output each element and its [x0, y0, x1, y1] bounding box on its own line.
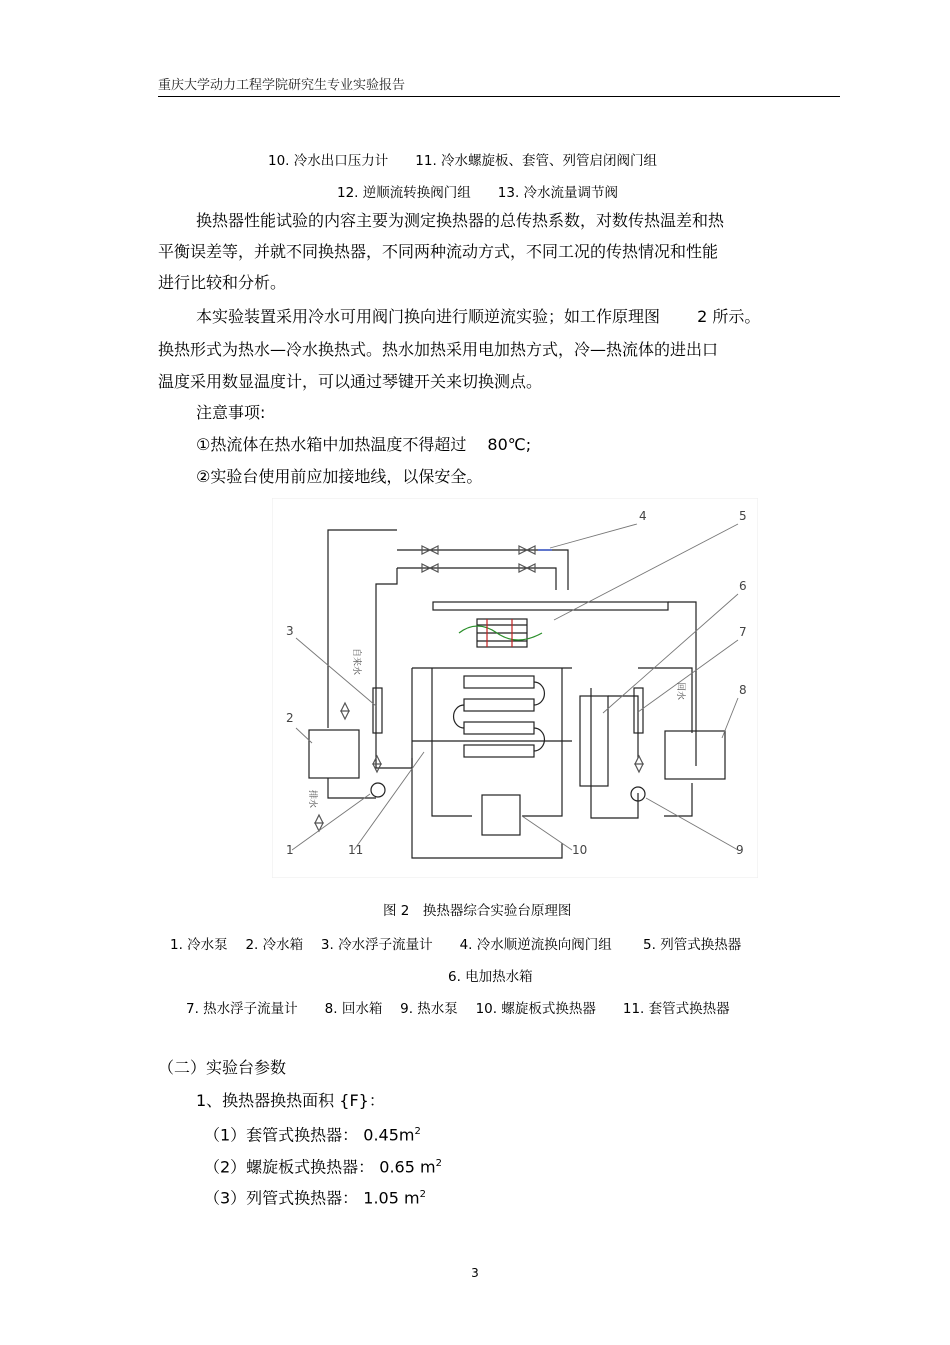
return-water-tank [665, 731, 725, 779]
diagram-label-drain: 排水 [307, 790, 317, 809]
diagram-label-5: 5 [739, 509, 747, 523]
cold-water-pump-icon [371, 783, 385, 797]
param-sub-3-label: （3）列管式换热器： [204, 1188, 359, 1208]
diagram-label-11: 11 [348, 843, 364, 857]
diagram-label-10: 10 [572, 843, 588, 857]
param-sub-2 [204, 1154, 442, 1177]
param-sub-3-value: 1.05 m [363, 1188, 420, 1208]
figure-caption: 图 2 换热器综合实验台原理图 [383, 903, 572, 919]
notice-item-1: ①热流体在热水箱中加热温度不得超过 80℃; [196, 435, 532, 454]
paragraph-2-line1: 本实验装置采用冷水可用阀门换向进行顺逆流实验；如工作原理图 2 所示。 [196, 307, 761, 326]
diagram-label-4: 4 [639, 509, 647, 523]
diagram-label-return-water: 回水 [675, 682, 685, 701]
legend-top-line1: 10. 冷水出口压力计 11. 冷水螺旋板、套管、列管启闭阀门组 [268, 153, 658, 169]
section-title: （二）实验台参数 [158, 1058, 287, 1077]
param-sub-1 [204, 1122, 421, 1145]
diagram-label-8: 8 [739, 683, 747, 697]
diagram-label-7: 7 [739, 625, 747, 639]
param-sub-2-unit: 2 [435, 1158, 442, 1169]
diagram-label-1: 1 [286, 843, 294, 857]
cold-water-flowmeter [373, 688, 382, 733]
diagram-label-2: 2 [286, 711, 294, 725]
notice-title: 注意事项: [196, 403, 266, 422]
paragraph-1-line3: 进行比较和分析。 [158, 273, 287, 292]
param-sub-1-label: （1）套管式换热器： [204, 1125, 359, 1145]
paragraph-2-line3: 温度采用数显温度计，可以通过琴键开关来切换测点。 [158, 372, 543, 391]
param-item-1: 1、换热器换热面积 {F}： [196, 1091, 385, 1110]
diagram-label-tap-water: 自来水 [351, 648, 361, 676]
figure-legend-line1: 1. 冷水泵 2. 冷水箱 3. 冷水浮子流量计 4. 冷水顺逆流换向阀门组 5. 列管式换热器 [170, 937, 742, 953]
double-pipe-exchanger [454, 676, 545, 757]
diagram-label-9: 9 [736, 843, 744, 857]
cold-water-tank [309, 730, 359, 778]
legend-top-line2: 12. 逆顺流转换阀门组 13. 冷水流量调节阀 [337, 185, 619, 201]
param-sub-3 [204, 1185, 426, 1208]
figure-legend-line2: 6. 电加热水箱 [448, 969, 533, 985]
figure-legend-line3: 7. 热水浮子流量计 8. 回水箱 9. 热水泵 10. 螺旋板式换热器 11. 套管式换热器 [186, 1001, 730, 1017]
paragraph-1-line2: 平衡误差等，并就不同换热器，不同两种流动方式，不同工况的传热情况和性能 [158, 242, 719, 261]
leader-lines [292, 524, 738, 850]
param-sub-2-label: （2）螺旋板式换热器： [204, 1157, 375, 1177]
electric-hot-water-tank [580, 696, 608, 786]
shell-and-tube-exchanger [459, 619, 542, 647]
page-header: 重庆大学动力工程学院研究生专业实验报告 [158, 78, 406, 93]
diagram-label-6: 6 [739, 579, 747, 593]
param-sub-3-unit: 2 [419, 1189, 426, 1200]
header-rule [158, 96, 840, 97]
spiral-plate-exchanger [482, 795, 520, 835]
param-sub-1-unit: 2 [414, 1126, 421, 1137]
diagram-label-3: 3 [286, 624, 294, 638]
param-sub-1-value: 0.45m [363, 1125, 415, 1145]
param-sub-2-value: 0.65 m [379, 1157, 436, 1177]
schematic-diagram [272, 498, 758, 878]
paragraph-1-line1: 换热器性能试验的内容主要为测定换热器的总传热系数，对数传热温差和热 [196, 211, 725, 230]
notice-item-2: ②实验台使用前应加接地线，以保安全。 [196, 467, 483, 486]
page-number: 3 [471, 1266, 479, 1280]
paragraph-2-line2: 换热形式为热水—冷水换热式。热水加热采用电加热方式，冷—热流体的进出口 [158, 340, 719, 359]
